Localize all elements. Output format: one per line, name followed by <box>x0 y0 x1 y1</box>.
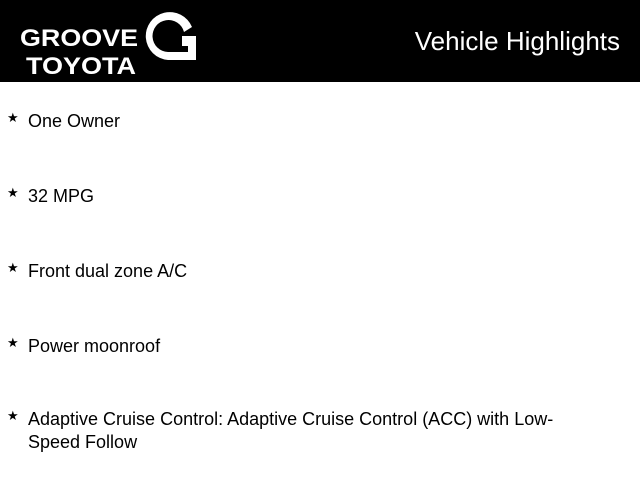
star-icon: ★ <box>7 336 19 351</box>
highlight-text: One Owner <box>28 111 121 131</box>
star-icon: ★ <box>7 261 19 276</box>
highlight-text: Power moonroof <box>28 336 161 356</box>
dealer-logo <box>20 8 202 78</box>
star-icon: ★ <box>7 111 19 126</box>
svg-text:TOYOTA: TOYOTA <box>26 53 136 78</box>
groove-toyota-logo-icon <box>20 8 202 78</box>
star-icon: ★ <box>7 186 19 201</box>
highlight-text: 32 MPG <box>28 186 95 206</box>
header-bar <box>0 0 640 82</box>
page-title: Vehicle Highlights <box>414 26 620 56</box>
svg-text:GROOVE: GROOVE <box>20 25 138 52</box>
highlight-text: Front dual zone A/C <box>28 261 188 281</box>
star-icon: ★ <box>7 409 19 424</box>
highlight-text: Adaptive Cruise Control: Adaptive Cruise Control (ACC) with Low-Speed Follow <box>28 409 554 452</box>
